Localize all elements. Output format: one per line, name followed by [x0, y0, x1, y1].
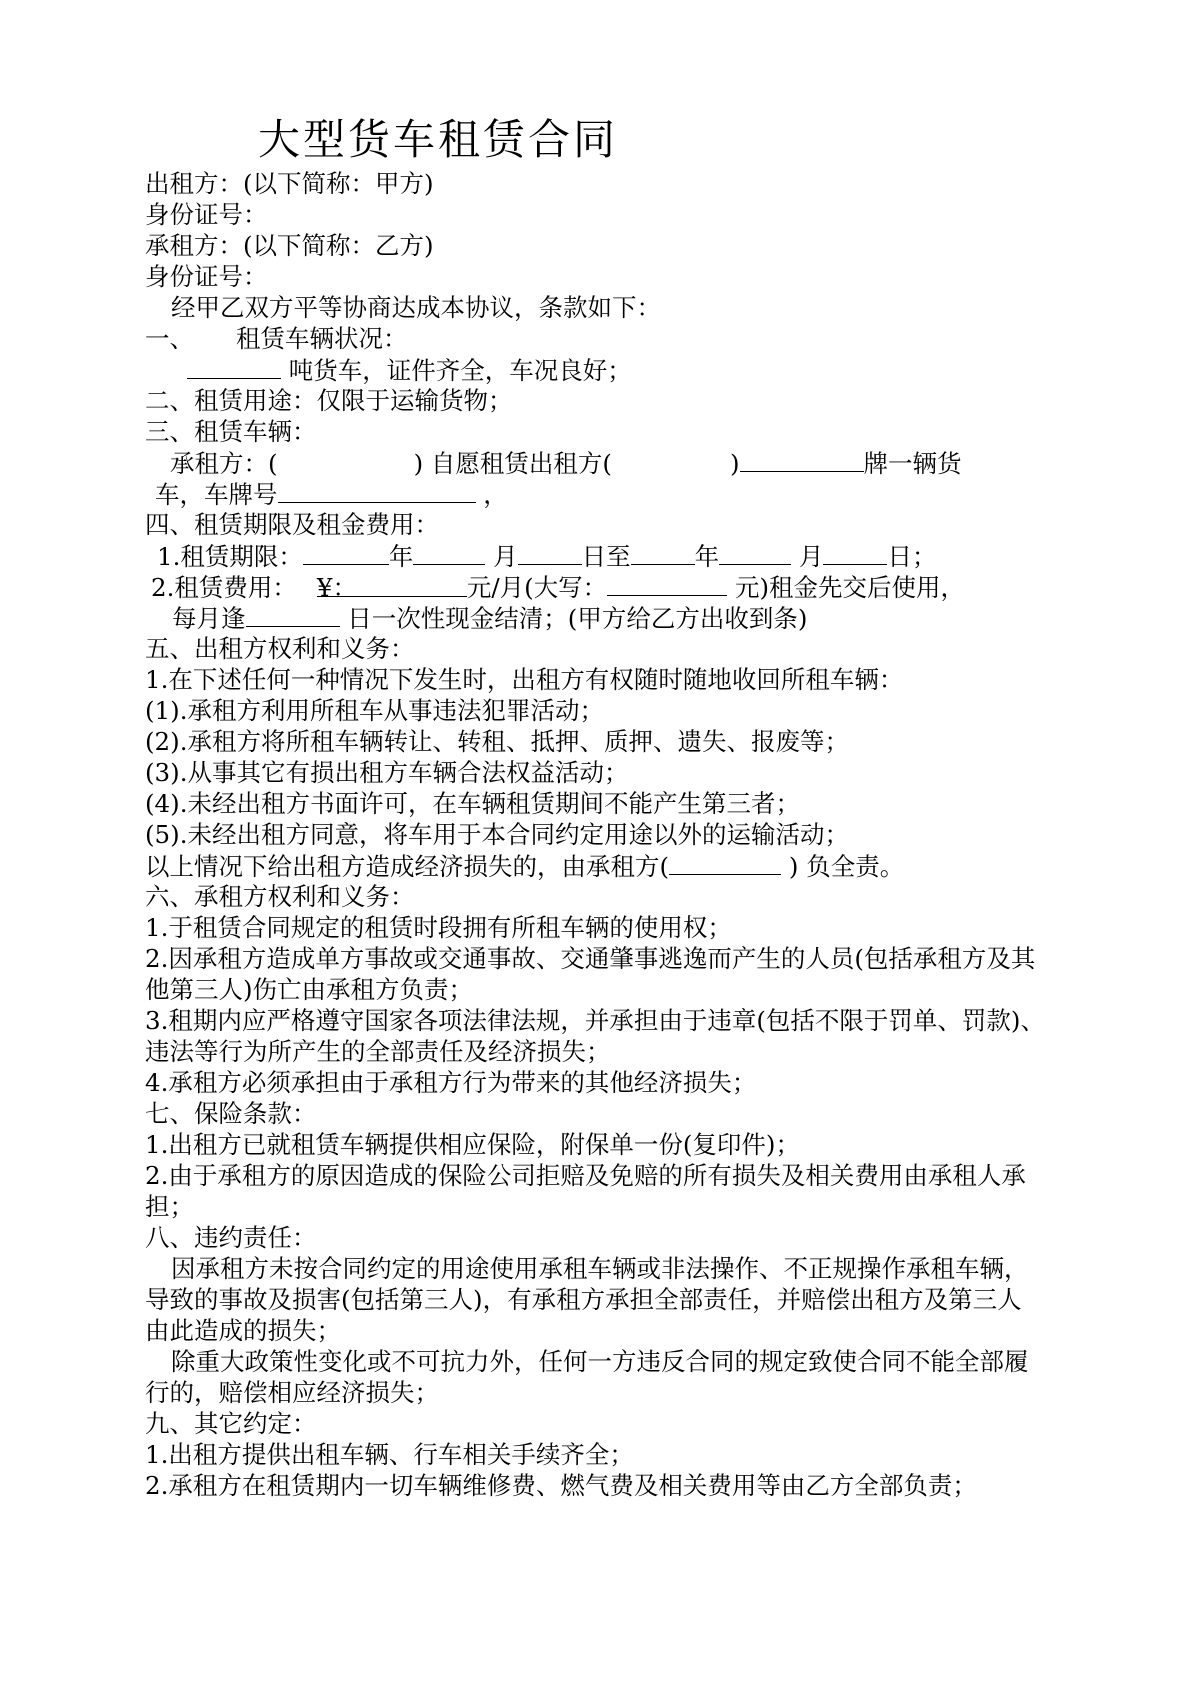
responsible-party-blank[interactable] [669, 850, 781, 875]
section-6-item-3: 3.租期内应严格遵守国家各项法律法规，并承担由于违章(包括不限于罚单、罚款)、违法等行为所产生的全部责任及经济损失； [145, 1006, 1045, 1066]
section-2: 二、租赁用途：仅限于运输货物； [145, 386, 513, 415]
section-6-heading: 六、承租方权利和义务： [145, 882, 415, 911]
section-8-paragraph-1: 因承租方未按合同约定的用途使用承租车辆或非法操作、不正规操作承租车辆，导致的事故及损害(包括第三人)，有承租方承担全部责任，并赔偿出租方及第三人由此造成的损失； [145, 1254, 1029, 1345]
section-7-item-2: 2.由于承租方的原因造成的保险公司拒赔及免赔的所有损失及相关费用由承租人承担； [145, 1161, 1026, 1221]
section-1-body [145, 354, 1045, 385]
end-year-blank[interactable] [631, 540, 695, 565]
payment-day-line [145, 602, 1045, 633]
start-year-blank[interactable] [303, 540, 389, 565]
lease-term-label: 1.租赁期限： [157, 542, 303, 571]
lessor-id-line: 身份证号： [145, 200, 268, 229]
section-5-sub-3: (3).从事其它有损出租方车辆合法权益活动； [145, 758, 629, 787]
rent-line [145, 571, 1045, 602]
plate-number-blank[interactable] [278, 478, 476, 503]
lease-term-month-1: 月 [493, 542, 518, 571]
section-8-paragraph-2: 除重大政策性变化或不可抗力外，任何一方违反合同的规定致使合同不能全部履行的，赔偿相应经济损失； [145, 1347, 1029, 1407]
document-title: 大型货车租赁合同 [258, 115, 619, 164]
lease-term-year-2: 年 [694, 542, 720, 571]
section-3-text-e: 车，车牌号 [155, 480, 278, 509]
section-6-item-1: 1.于租赁合同规定的租赁时段拥有所租车辆的使用权； [145, 913, 732, 942]
rent-words-blank[interactable] [607, 571, 727, 596]
lease-term-to: 日至 [581, 542, 631, 571]
section-1-number: 一、 [145, 324, 194, 353]
section-3-line-2 [145, 478, 1045, 509]
start-month-blank[interactable] [413, 540, 485, 565]
rent-payment-note: 元)租金先交后使用， [734, 573, 966, 602]
section-5-item-1: 1.在下述任何一种情况下发生时，出租方有权随时随地收回所租车辆： [145, 665, 904, 694]
preamble: 经甲乙双方平等协商达成本协议，条款如下： [171, 293, 661, 322]
tonnage-blank[interactable] [187, 354, 281, 379]
section-9-heading: 九、其它约定： [145, 1409, 317, 1438]
section-7-heading: 七、保险条款： [145, 1099, 317, 1128]
section-3-text-a: 承租方：( [170, 449, 278, 478]
section-5-sub-5: (5).未经出租方同意，将车用于本合同约定用途以外的运输活动； [145, 820, 849, 849]
lease-term-line [145, 540, 1045, 571]
section-4-heading: 四、租赁期限及租金费用： [145, 510, 439, 539]
section-8-heading: 八、违约责任： [145, 1223, 317, 1252]
section-5-closing [145, 850, 1045, 881]
contract-body [145, 168, 1045, 1501]
section-5-sub-1: (1).承租方利用所租车从事违法犯罪活动； [145, 696, 604, 725]
rent-label: 2.租赁费用： [151, 573, 297, 602]
section-3-text-b: ) 自愿租赁出租方( [413, 449, 612, 478]
start-day-blank[interactable] [518, 540, 582, 565]
section-5-heading: 五、出租方权利和义务： [145, 634, 415, 663]
payment-day-label: 每月逢 [172, 604, 246, 633]
lessee-line: 承租方：(以下简称：乙方) [145, 231, 434, 260]
lease-term-day-2: 日； [887, 542, 937, 571]
payment-day-blank[interactable] [246, 602, 340, 627]
section-5-sub-2: (2).承租方将所租车辆转让、转租、抵押、质押、遗失、报废等； [145, 727, 849, 756]
lessee-id-line: 身份证号： [145, 262, 268, 291]
section-3-text-f: ， [483, 480, 508, 509]
section-9-item-1: 1.出租方提供出租车辆、行车相关手续齐全； [145, 1440, 634, 1469]
section-5-closing-text-a: 以上情况下给出租方造成经济损失的，由承租方( [145, 852, 670, 881]
section-3-line-1 [145, 447, 1045, 478]
rent-per-month: 元/月(大写： [466, 573, 608, 602]
end-month-blank[interactable] [719, 540, 791, 565]
section-1-title: 租赁车辆状况： [236, 324, 408, 353]
yuan-sign: ¥： [316, 573, 357, 602]
rent-amount-blank[interactable] [316, 572, 467, 602]
lessor-line: 出租方：(以下简称：甲方) [145, 169, 434, 198]
lease-term-year-1: 年 [388, 542, 414, 571]
brand-blank[interactable] [740, 447, 864, 472]
section-1-heading [145, 323, 1045, 354]
section-3-text-d: 牌一辆货 [863, 449, 962, 478]
lease-term-month-2: 月 [798, 542, 824, 571]
section-5-closing-text-b: ) 负全责。 [788, 852, 905, 881]
section-9-item-2: 2.承租方在租赁期内一切车辆维修费、燃气费及相关费用等由乙方全部负责； [145, 1471, 977, 1500]
section-7-item-1: 1.出租方已就租赁车辆提供相应保险，附保单一份(复印件)； [145, 1130, 800, 1159]
section-6-item-2: 2.因承租方造成单方事故或交通事故、交通肇事逃逸而产生的人员(包括承租方及其他第三人)伤亡由承租方负责； [145, 944, 1036, 1004]
end-day-blank[interactable] [823, 540, 887, 565]
section-3-heading: 三、租赁车辆： [145, 417, 317, 446]
section-6-item-4: 4.承租方必须承担由于承租方行为带来的其他经济损失； [145, 1068, 757, 1097]
section-3-text-c: ) [729, 449, 740, 478]
section-5-sub-4: (4).未经出租方书面许可，在车辆租赁期间不能产生第三者； [145, 789, 800, 818]
section-1-body-text: 吨货车，证件齐全，车况良好； [288, 356, 632, 385]
payment-day-text: 日一次性现金结清；(甲方给乙方出收到条) [347, 604, 808, 633]
